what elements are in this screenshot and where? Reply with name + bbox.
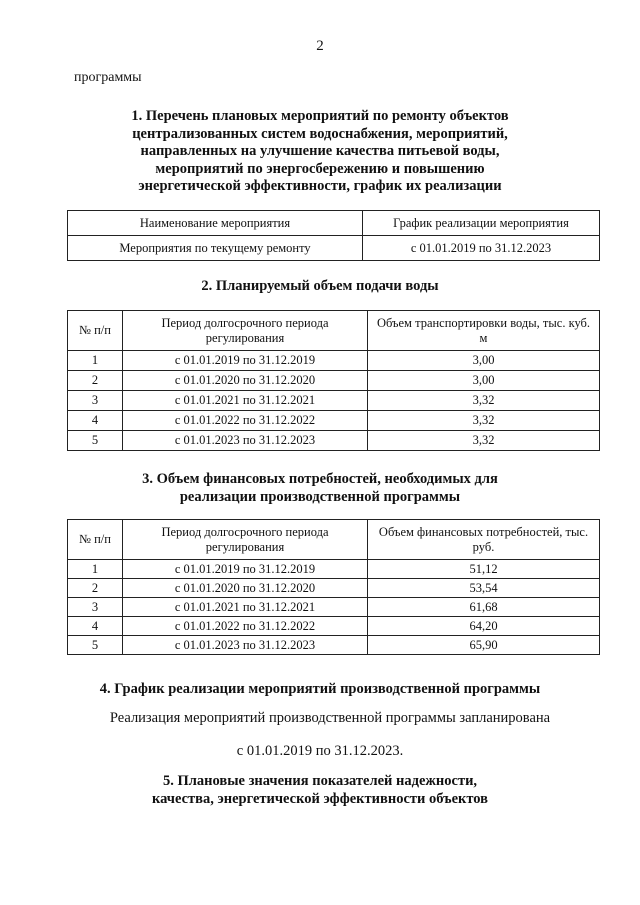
table-cell: 3,00: [368, 371, 600, 391]
section4-heading-line: 4. График реализации мероприятий производственной программы: [99, 681, 541, 697]
table-cell: с 01.01.2022 по 31.12.2022: [123, 411, 368, 431]
financial-needs-table: [67, 519, 600, 655]
page-number: 2: [316, 38, 324, 54]
table-cell: 53,54: [368, 579, 600, 598]
water-volume-table: [67, 310, 600, 451]
table-cell: 3,32: [368, 411, 600, 431]
column-header: № п/п: [68, 311, 123, 351]
table-cell: 5: [68, 431, 123, 451]
table-cell: 51,12: [368, 560, 600, 579]
table-cell: 64,20: [368, 617, 600, 636]
table-cell: 2: [68, 579, 123, 598]
section3-heading-line: реализации производственной программы: [179, 488, 461, 505]
table-cell: с 01.01.2023 по 31.12.2023: [123, 636, 368, 655]
section1-heading-line: мероприятий по энергосбережению и повышению: [155, 160, 485, 177]
section1-heading-line: энергетической эффективности, график их реализации: [138, 178, 502, 194]
section3-heading: [0, 471, 640, 506]
table-cell: 4: [68, 411, 123, 431]
table-cell: с 01.01.2019 по 31.12.2023: [363, 236, 600, 261]
table-cell: 4: [68, 617, 123, 636]
section3-heading-line: 3. Объем финансовых потребностей, необходимых для: [142, 471, 498, 487]
table-cell: 3: [68, 598, 123, 617]
table-cell: 3,00: [368, 351, 600, 371]
section2-heading-line: 2. Планируемый объем подачи воды: [201, 278, 439, 294]
table-cell: с 01.01.2019 по 31.12.2019: [123, 351, 368, 371]
table-row: [68, 636, 600, 655]
table-cell: с 01.01.2020 по 31.12.2020: [123, 579, 368, 598]
table-row: [68, 431, 600, 451]
section5-heading-line: качества, энергетической эффективности объектов: [151, 790, 489, 807]
table-cell: 3,32: [368, 431, 600, 451]
activities-table: [67, 210, 600, 261]
schedule-paragraph-line1: Реализация мероприятий производственной программы запланирована: [109, 710, 551, 726]
table-row: [68, 351, 600, 371]
section1-heading-line: 1. Перечень плановых мероприятий по ремонту объектов: [131, 108, 509, 124]
table-cell: 1: [68, 560, 123, 579]
table-cell: 2: [68, 371, 123, 391]
table-row: [68, 236, 600, 261]
table-row: [68, 391, 600, 411]
schedule-paragraph-line2: с 01.01.2019 по 31.12.2023.: [236, 743, 404, 759]
table-header-row: [68, 311, 600, 351]
section4-heading: [0, 681, 640, 699]
table-row: [68, 579, 600, 598]
table-cell: с 01.01.2019 по 31.12.2019: [123, 560, 368, 579]
table-cell: Мероприятия по текущему ремонту: [68, 236, 363, 261]
column-header: Период долгосрочного периода регулирования: [123, 520, 368, 560]
table-row: [68, 560, 600, 579]
table-cell: 65,90: [368, 636, 600, 655]
table-row: [68, 617, 600, 636]
section5-heading: [0, 773, 640, 808]
table-header-row: [68, 520, 600, 560]
table-cell: 5: [68, 636, 123, 655]
table-row: [68, 371, 600, 391]
column-header: Наименование мероприятия: [68, 211, 363, 236]
table-cell: с 01.01.2021 по 31.12.2021: [123, 598, 368, 617]
section2-heading: [0, 278, 640, 296]
table-cell: с 01.01.2023 по 31.12.2023: [123, 431, 368, 451]
table-header-row: [68, 211, 600, 236]
column-header: Объем финансовых потребностей, тыс. руб.: [368, 520, 600, 560]
section5-heading-line: 5. Плановые значения показателей надежности,: [162, 773, 478, 789]
table-cell: 3: [68, 391, 123, 411]
table-cell: 3,32: [368, 391, 600, 411]
table-cell: с 01.01.2022 по 31.12.2022: [123, 617, 368, 636]
table-cell: 1: [68, 351, 123, 371]
table-row: [68, 598, 600, 617]
column-header: Период долгосрочного периода регулирования: [123, 311, 368, 351]
section1-heading-line: направленных на улучшение качества питьевой воды,: [140, 143, 500, 159]
intro-text: программы: [74, 70, 142, 85]
table-row: [68, 411, 600, 431]
table-cell: 61,68: [368, 598, 600, 617]
column-header: № п/п: [68, 520, 123, 560]
table-cell: с 01.01.2020 по 31.12.2020: [123, 371, 368, 391]
section1-heading: [0, 108, 640, 196]
column-header: График реализации мероприятия: [363, 211, 600, 236]
table-cell: с 01.01.2021 по 31.12.2021: [123, 391, 368, 411]
section1-heading-line: централизованных систем водоснабжения, мероприятий,: [132, 125, 508, 142]
column-header: Объем транспортировки воды, тыс. куб. м: [368, 311, 600, 351]
